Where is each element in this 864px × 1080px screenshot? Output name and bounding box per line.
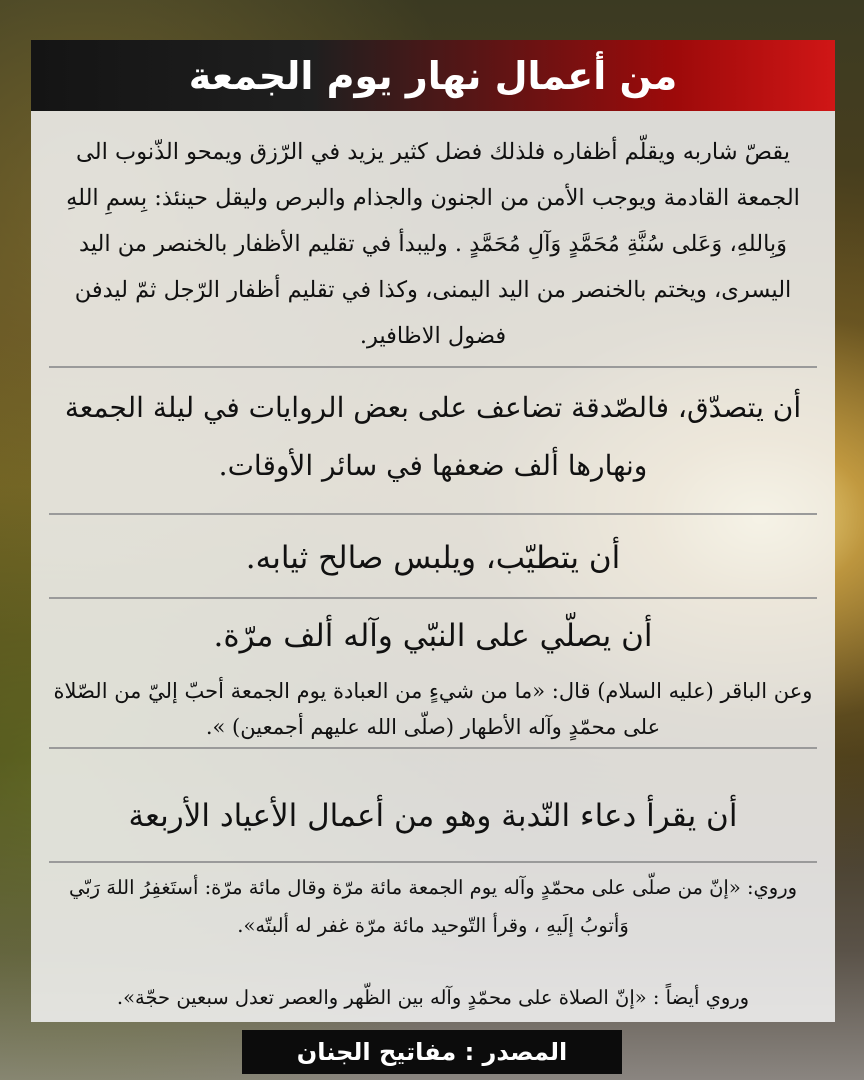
title-banner — [31, 40, 835, 111]
source-banner — [242, 1030, 622, 1074]
section-4-text: أن يصلّي على النبّي وآله ألف مرّة. — [213, 618, 653, 654]
page-title: من أعمال نهار يوم الجمعة — [188, 53, 678, 98]
source-label: المصدر : مفاتيح الجنان — [296, 1038, 568, 1066]
section-5-quote: وروي: «إنّ من صلّى على محمّدٍ وآله يوم الجمعة مائة مرّة وقال مائة مرّة: أستَغفِرُ اللهَ رَبّي وَأتوبُ إلَيهِ ، وقرأ التّوحيد مائة مرّة غفر له ألبتّه». — [68, 876, 798, 937]
divider-1 — [49, 366, 817, 368]
section-3-text: أن يتطيّب، ويلبس صالح ثيابه. — [245, 540, 621, 576]
divider-4 — [49, 747, 817, 749]
divider-3 — [49, 597, 817, 599]
section-2-text: أن يتصدّق، فالصّدقة تضاعف على بعض الروايات في ليلة الجمعة ونهارها ألف ضعفها في سائر الأوقات. — [64, 391, 802, 482]
content-area — [31, 111, 835, 1022]
divider-5 — [49, 861, 817, 863]
section-1-text: يقصّ شاربه ويقلّم أظفاره فلذلك فضل كثير يزيد في الرّزق ويمحو الذّنوب الى الجمعة القادمة ويوجب الأمن من الجنون والجذام والبرص وليقل حينئذ: بِسمِ اللهِ وَبِاللهِ، وَعَلى سُنَّةِ مُحَمَّدٍ وَآلِ مُحَمَّدٍ . وليبدأ في تقليم الأظفار بالخنصر من اليد اليسرى، ويختم بالخنصر من اليد اليمنى، وكذا في تقليم أظفار الرّجل ثمّ ليدفن فضول الاظافير. — [66, 139, 800, 349]
section-4-quote: وعن الباقر (عليه السلام) قال: «ما من شيءٍ من العبادة يوم الجمعة أحبّ إليّ من الصّلاة على محمّدٍ وآله الأطهار (صلّى الله عليهم أجمعين) ». — [53, 679, 813, 739]
section-5-quote-2: وروي أيضاً : «إنّ الصلاة على محمّدٍ وآله بين الظّهر والعصر تعدل سبعين حجّة». — [116, 986, 750, 1009]
section-5-text: أن يقرأ دعاء النّدبة وهو من أعمال الأعياد الأربعة — [128, 798, 738, 834]
divider-2 — [49, 513, 817, 515]
